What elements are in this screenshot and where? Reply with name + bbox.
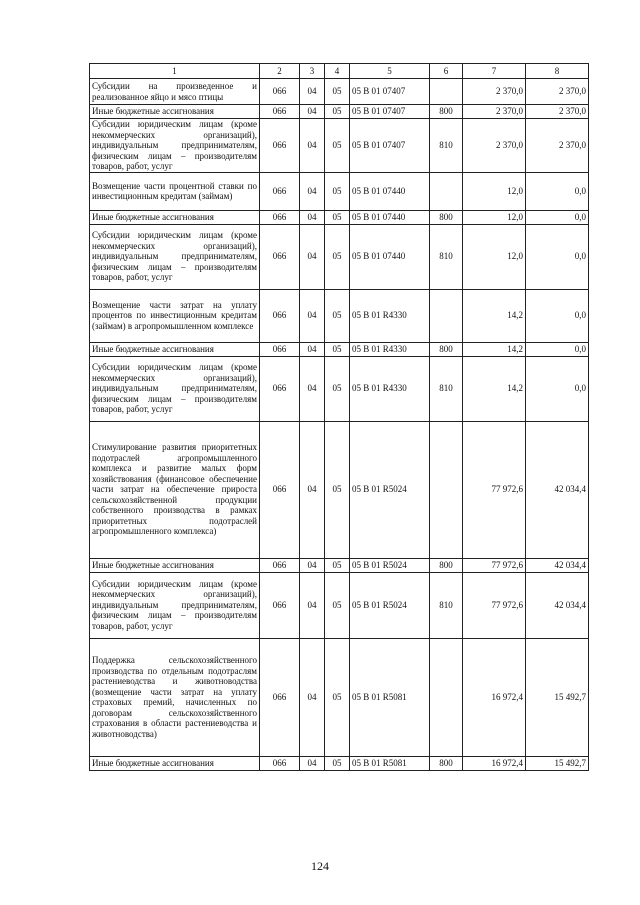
section-cell: 04: [300, 79, 325, 105]
amount-cell: 2 370,0: [526, 79, 589, 105]
subsection-cell: 05: [325, 172, 350, 210]
amount-cell: 77 972,6: [463, 421, 526, 558]
amount-cell: 12,0: [463, 172, 526, 210]
amount-cell: 2 370,0: [463, 79, 526, 105]
page-number: 124: [311, 859, 329, 873]
row-name-cell: Возмещение части процентной ставки по инвестиционным кредитам (займам): [90, 172, 260, 210]
column-header: 3: [300, 64, 325, 79]
table-row: [90, 119, 589, 173]
section-cell: 04: [300, 356, 325, 421]
gov-code-cell: 066: [260, 421, 300, 558]
gov-code-cell: 066: [260, 558, 300, 572]
gov-code-cell: 066: [260, 210, 300, 224]
amount-cell: 12,0: [463, 224, 526, 289]
amount-cell: 0,0: [526, 289, 589, 342]
section-cell: 04: [300, 421, 325, 558]
amount-cell: 12,0: [463, 210, 526, 224]
row-name-cell: Иные бюджетные ассигнования: [90, 210, 260, 224]
table-row: [90, 79, 589, 105]
amount-cell: 16 972,4: [463, 638, 526, 756]
section-cell: 04: [300, 172, 325, 210]
row-name-cell: Субсидии на произведенное и реализованное яйцо и мясо птицы: [90, 79, 260, 105]
target-article-cell: 05 B 01 R4330: [350, 342, 430, 356]
target-article-cell: 05 B 01 R5081: [350, 756, 430, 770]
row-name-cell: Субсидии юридическим лицам (кроме некоммерческих организаций), индивидуальным предпринимателям, физическим лицам – производителям товаров, работ, услуг: [90, 356, 260, 421]
gov-code-cell: 066: [260, 119, 300, 173]
header-row: [90, 64, 589, 79]
expense-type-cell: [430, 289, 463, 342]
subsection-cell: 05: [325, 342, 350, 356]
subsection-cell: 05: [325, 119, 350, 173]
table-row: [90, 421, 589, 558]
table-row: [90, 172, 589, 210]
expense-type-cell: 800: [430, 210, 463, 224]
target-article-cell: 05 B 01 R5081: [350, 638, 430, 756]
section-cell: 04: [300, 756, 325, 770]
table-body: [90, 79, 589, 771]
row-name-cell: Субсидии юридическим лицам (кроме некоммерческих организаций), индивидуальным предпринимателям, физическим лицам – производителям товаров, работ, услуг: [90, 572, 260, 638]
amount-cell: 14,2: [463, 342, 526, 356]
amount-cell: 15 492,7: [526, 638, 589, 756]
section-cell: 04: [300, 638, 325, 756]
amount-cell: 77 972,6: [463, 572, 526, 638]
gov-code-cell: 066: [260, 224, 300, 289]
target-article-cell: 05 B 01 R4330: [350, 289, 430, 342]
section-cell: 04: [300, 210, 325, 224]
column-header: 4: [325, 64, 350, 79]
subsection-cell: 05: [325, 638, 350, 756]
row-name-cell: Иные бюджетные ассигнования: [90, 342, 260, 356]
column-header: 6: [430, 64, 463, 79]
gov-code-cell: 066: [260, 289, 300, 342]
expense-type-cell: 810: [430, 119, 463, 173]
amount-cell: 14,2: [463, 289, 526, 342]
column-header: 7: [463, 64, 526, 79]
subsection-cell: 05: [325, 210, 350, 224]
amount-cell: 0,0: [526, 224, 589, 289]
subsection-cell: 05: [325, 79, 350, 105]
amount-cell: 42 034,4: [526, 421, 589, 558]
row-name-cell: Субсидии юридическим лицам (кроме некоммерческих организаций), индивидуальным предпринимателям, физическим лицам – производителям товаров, работ, услуг: [90, 224, 260, 289]
column-header: 8: [526, 64, 589, 79]
subsection-cell: 05: [325, 105, 350, 119]
table-row: [90, 224, 589, 289]
table-row: [90, 756, 589, 770]
expense-type-cell: 800: [430, 105, 463, 119]
subsection-cell: 05: [325, 558, 350, 572]
amount-cell: 77 972,6: [463, 558, 526, 572]
amount-cell: 0,0: [526, 356, 589, 421]
expense-type-cell: 800: [430, 342, 463, 356]
amount-cell: 2 370,0: [463, 105, 526, 119]
table-row: [90, 342, 589, 356]
row-name-cell: Стимулирование развития приоритетных подотраслей агропромышленного комплекса и развитие малых форм хозяйствования (финансовое обеспечение части затрат на обеспечение прироста сельскохозяйственной продукции собственного производства в рамках приоритетных подотраслей агропромышленного комплекса): [90, 421, 260, 558]
amount-cell: 2 370,0: [526, 105, 589, 119]
section-cell: 04: [300, 224, 325, 289]
table-row: [90, 558, 589, 572]
expense-type-cell: [430, 421, 463, 558]
section-cell: 04: [300, 119, 325, 173]
table-row: [90, 356, 589, 421]
target-article-cell: 05 B 01 07440: [350, 172, 430, 210]
amount-cell: 0,0: [526, 172, 589, 210]
section-cell: 04: [300, 342, 325, 356]
subsection-cell: 05: [325, 421, 350, 558]
expense-type-cell: [430, 638, 463, 756]
subsection-cell: 05: [325, 756, 350, 770]
amount-cell: 16 972,4: [463, 756, 526, 770]
table-row: [90, 638, 589, 756]
amount-cell: 42 034,4: [526, 558, 589, 572]
gov-code-cell: 066: [260, 356, 300, 421]
amount-cell: 0,0: [526, 342, 589, 356]
expense-type-cell: 800: [430, 756, 463, 770]
section-cell: 04: [300, 105, 325, 119]
subsection-cell: 05: [325, 356, 350, 421]
expense-type-cell: [430, 172, 463, 210]
expense-type-cell: 810: [430, 572, 463, 638]
section-cell: 04: [300, 289, 325, 342]
target-article-cell: 05 B 01 R5024: [350, 558, 430, 572]
table-row: [90, 572, 589, 638]
row-name-cell: Возмещение части затрат на уплату процентов по инвестиционным кредитам (займам) в агропромышленном комплексе: [90, 289, 260, 342]
gov-code-cell: 066: [260, 105, 300, 119]
expense-type-cell: 810: [430, 356, 463, 421]
section-cell: 04: [300, 558, 325, 572]
target-article-cell: 05 B 01 R5024: [350, 421, 430, 558]
budget-table: [89, 63, 589, 771]
table-row: [90, 289, 589, 342]
column-header: 5: [350, 64, 430, 79]
subsection-cell: 05: [325, 224, 350, 289]
row-name-cell: Иные бюджетные ассигнования: [90, 105, 260, 119]
target-article-cell: 05 B 01 07407: [350, 105, 430, 119]
expense-type-cell: 810: [430, 224, 463, 289]
target-article-cell: 05 B 01 07407: [350, 79, 430, 105]
expense-type-cell: 800: [430, 558, 463, 572]
target-article-cell: 05 B 01 07440: [350, 210, 430, 224]
gov-code-cell: 066: [260, 638, 300, 756]
target-article-cell: 05 B 01 R4330: [350, 356, 430, 421]
gov-code-cell: 066: [260, 79, 300, 105]
row-name-cell: Иные бюджетные ассигнования: [90, 558, 260, 572]
target-article-cell: 05 B 01 07407: [350, 119, 430, 173]
target-article-cell: 05 B 01 07440: [350, 224, 430, 289]
gov-code-cell: 066: [260, 172, 300, 210]
column-header: 2: [260, 64, 300, 79]
column-header: 1: [90, 64, 260, 79]
target-article-cell: 05 B 01 R5024: [350, 572, 430, 638]
row-name-cell: Субсидии юридическим лицам (кроме некоммерческих организаций), индивидуальным предпринимателям, физическим лицам – производителям товаров, работ, услуг: [90, 119, 260, 173]
amount-cell: 42 034,4: [526, 572, 589, 638]
subsection-cell: 05: [325, 572, 350, 638]
gov-code-cell: 066: [260, 572, 300, 638]
amount-cell: 2 370,0: [526, 119, 589, 173]
row-name-cell: Иные бюджетные ассигнования: [90, 756, 260, 770]
amount-cell: 0,0: [526, 210, 589, 224]
section-cell: 04: [300, 572, 325, 638]
row-name-cell: Поддержка сельскохозяйственного производства по отдельным подотраслям растениеводства и животноводства (возмещение части затрат на уплату страховых премий, начисленных по договорам сельскохозяйственного страхования в области растениеводства и животноводства): [90, 638, 260, 756]
gov-code-cell: 066: [260, 756, 300, 770]
subsection-cell: 05: [325, 289, 350, 342]
table-row: [90, 210, 589, 224]
table-row: [90, 105, 589, 119]
expense-type-cell: [430, 79, 463, 105]
amount-cell: 15 492,7: [526, 756, 589, 770]
amount-cell: 14,2: [463, 356, 526, 421]
gov-code-cell: 066: [260, 342, 300, 356]
amount-cell: 2 370,0: [463, 119, 526, 173]
